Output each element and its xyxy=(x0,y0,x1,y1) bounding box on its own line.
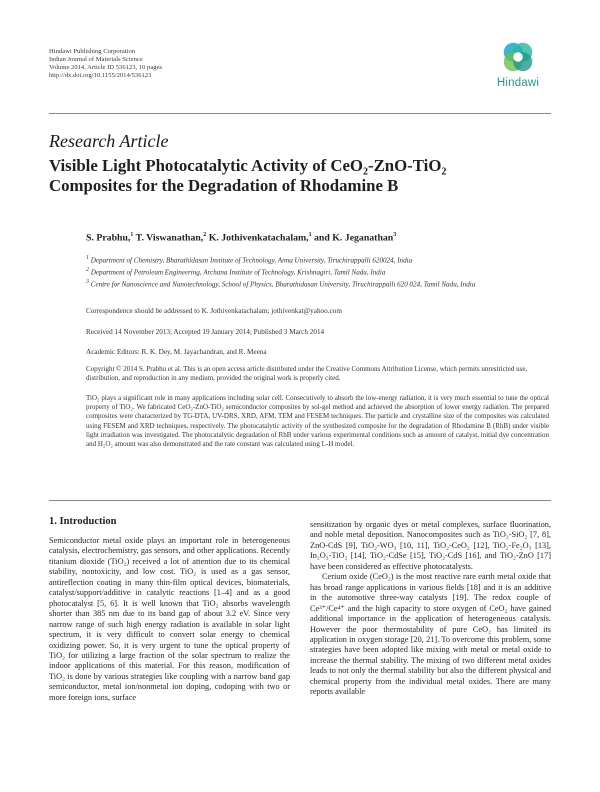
affiliation-number: 1 xyxy=(86,255,89,261)
title-line-2: Composites for the Degradation of Rhodamine B xyxy=(49,176,399,195)
title-line-1: Visible Light Photocatalytic Activity of CeO₂-ZnO-TiO₂ xyxy=(49,156,447,175)
affiliation-2 xyxy=(86,266,526,278)
affiliation-text: Department of Petroleum Engineering, Archana Institute of Technology, Krishnagiri, Tamil Nadu, India xyxy=(90,268,386,277)
affiliation-text: Department of Chemistry, Bharathidasan Institute of Technology, Anna University, Tiruchirappalli 620024, India xyxy=(90,256,413,265)
hindawi-logo-text: Hindawi xyxy=(496,77,540,89)
journal-header xyxy=(49,48,162,80)
abstract-text: TiO₂ plays a significant role in many applications including solar cell. Consecutively to absorb the low-energy radiation, it is very much essential to tune the optical property of TiO₂. We fabricated CeO₂-ZnO-TiO₂ semiconductor composites by sol-gel method and achieved the absorption of lower energy radiation. The prepared composites were characterized by TG-DTA, UV-DRS, XRD, AFM, TEM and FESEM techniques. The particle and crystalline size of the composites was calculated using FESEM and XRD techniques, respectively. The photocatalytic activity of the synthesized composite for the degradation of Rhodamine B (RhB) under visible light irradiation was investigated. The photocatalytic degradation of RhB under various experimental conditions such as amount of catalyst, initial dye concentration and H₂O₂ amount was also demonstrated and the rate constant was calculated using L-H model. xyxy=(86,394,549,449)
author-affil-mark: 3 xyxy=(393,232,397,238)
volume-line: Volume 2014, Article ID 536123, 10 pages xyxy=(49,64,163,72)
copyright-notice: Copyright © 2014 S. Prabhu et al. This is an open access article distributed under the Creative Commons Attribution License, which permits unrestricted use, distribution, and reproduction in any medium, provided the original work is properly cited. xyxy=(86,365,528,383)
journal-name: Indian Journal of Materials Science xyxy=(49,56,143,64)
left-column xyxy=(49,536,290,703)
hindawi-logo xyxy=(490,38,546,89)
hindawi-logo-icon xyxy=(499,38,537,76)
author-list xyxy=(86,232,396,243)
publisher-name: Hindawi Publishing Corporation xyxy=(49,48,136,55)
dates-line: Received 14 November 2013; Accepted 19 January 2014; Published 3 March 2014 xyxy=(86,328,325,336)
author-name: S. Prabhu, xyxy=(86,232,131,244)
body-paragraph: Semiconductor metal oxide plays an important role in heterogeneous catalysis, electrochemistry, gas sensors, and other applications. Recently titanium dioxide (TiO₂) received a lot of attention due to its chemical stability, nontoxicity, and low cost. TiO₂ is used as a gas sensor, antireflection coating in many thin-film optical devices, biomaterials, catalyst/support/additive in catalytic reactions [1–4] and as a good photocatalyst [5, 6]. It is well known that TiO₂ absorbs wavelength shorter than 385 nm due to its band gap of about 3.2 eV. Since very narrow range of such high energy radiation is available in solar light spectrum, it is very difficult to convert solar energy to chemical oxidizing power. So, it is very urgent to tune the optical property of TiO₂ for utilizing a large fraction of the solar spectrum to realize the indoor applications of this material. For this reason, modification of TiO₂ is done by various strategies like coupling with a narrow band gap semiconductor, metal ion/nonmetal ion doping, codoping with two or more foreign ions, surface xyxy=(49,536,290,702)
body-paragraph: sensitization by organic dyes or metal complexes, surface fluorination, and noble metal deposition. Nanocomposites such as TiO₂-SiO₂ [7, 8], ZnO-CdS [9], TiO₂-WO₃ [10, 11], TiO₂-CeO₂ [12], TiO₂-Fe₂O₃ [13], In₂O₃-TiO₂ [14], TiO₂-CdSe [15], TiO₂-CdS [16], and TiO₂-ZnO [17] have been considered as effective photocatalysts. xyxy=(310,520,551,571)
body-paragraph: Cerium oxide (CeO₂) is the most reactive rare earth metal oxide that has broad range applications in various fields [18] and it is an additive in the automotive three-way catalysts [19]. The redox couple of Ce³⁺/Ce⁴⁺ and the high capacity to store oxygen of CeO₂ have gained additional importance in the application of heterogeneous catalysis. However the poor thermostability of pure CeO₂ has limited its application in oxygen storage [20, 21]. To overcome this problem, some strategies have been adopted like mixing with metal or metal oxide to increase the thermal stability. The mixing of two different metal oxides leads to not only the thermal stability but also the different physical and chemical property from the individual metal oxides. There are many reports available xyxy=(310,572,551,697)
header-divider xyxy=(49,113,551,114)
affiliation-number: 2 xyxy=(86,267,89,273)
section-heading: 1. Introduction xyxy=(49,516,117,527)
affiliation-text: Centre for Nanoscience and Nanotechnology, School of Physics, Bharathidasan University, Tiruchirappalli 620 024, Tamil Nadu, India xyxy=(90,280,476,289)
article-title xyxy=(49,156,549,196)
right-column xyxy=(310,520,551,698)
author-name: and K. Jeganathan xyxy=(311,232,394,244)
editors-line: Academic Editors: R. K. Dey, M. Jayachandran, and R. Meena xyxy=(86,348,267,356)
author-affil-mark: 1 xyxy=(308,232,312,238)
affiliation-1 xyxy=(86,254,526,266)
affiliation-number: 3 xyxy=(86,279,89,285)
affiliation-3 xyxy=(86,278,526,290)
correspondence-line: Correspondence should be addressed to K. Jothivenkatachalam; jothivenkat@yahoo.com xyxy=(86,307,342,315)
author-affil-mark: 2 xyxy=(203,232,207,238)
abstract-divider xyxy=(49,500,551,501)
author-affil-mark: 1 xyxy=(130,232,134,238)
author-name: T. Viswanathan, xyxy=(133,232,204,244)
article-type: Research Article xyxy=(49,131,169,151)
author-name: K. Jothivenkatachalam, xyxy=(206,232,309,244)
doi-link[interactable]: http://dx.doi.org/10.1155/2014/536123 xyxy=(49,72,152,80)
